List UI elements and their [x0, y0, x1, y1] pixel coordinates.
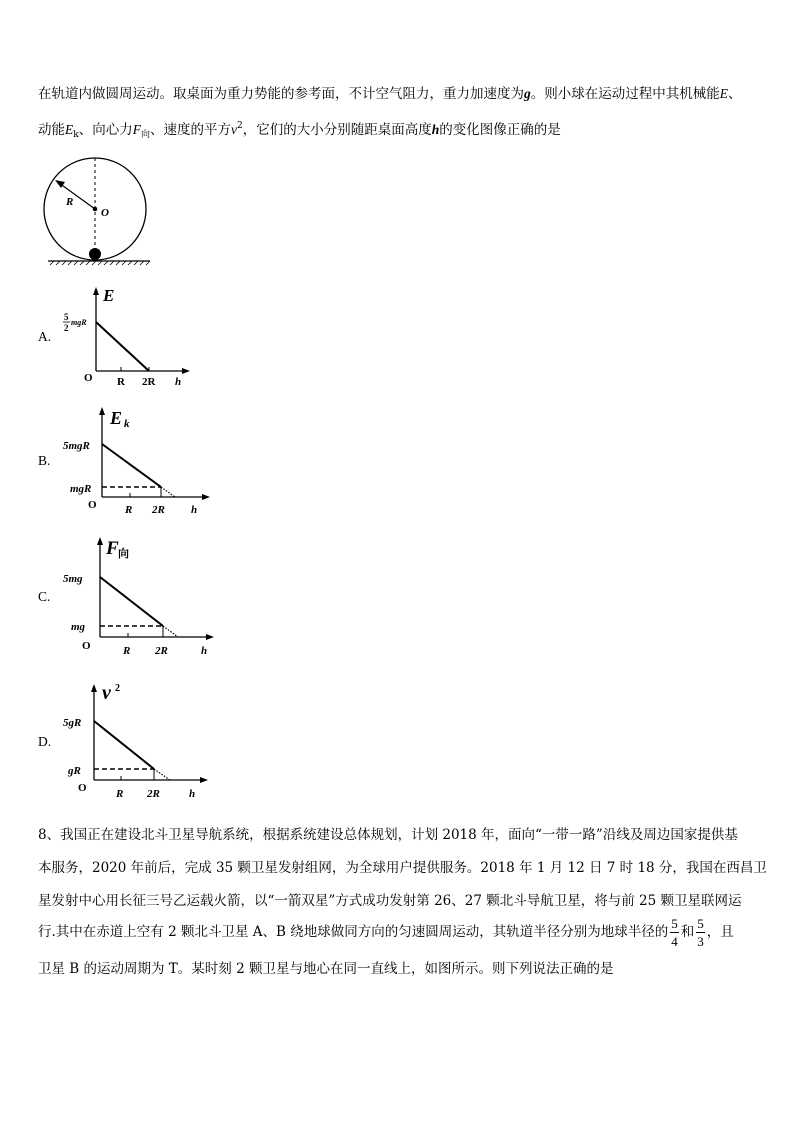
- symbol-v-sup: 2: [236, 121, 243, 131]
- x-tick-label-R: R: [117, 376, 125, 388]
- q8-text: 行.其中在赤道上空有 2 颗北斗卫星 A、B 绕地球做同方向的匀速圆周运动，其轨道半径分别为地球半径的: [38, 924, 669, 940]
- symbol-h: h: [431, 122, 440, 137]
- graph-line-dotted: [163, 626, 178, 637]
- q8-line-1: 8、我国正在建设北斗卫星导航系统，根据系统建设总体规划，计划 2018 年，面向“一带一路”沿线及周边国家提供基: [38, 827, 738, 843]
- option-c-letter[interactable]: C.: [38, 589, 51, 604]
- graph-line: [96, 322, 149, 371]
- q7-text: 、速度的平方: [149, 122, 231, 138]
- option-b-letter[interactable]: B.: [38, 453, 51, 468]
- fraction-denominator: 3: [697, 934, 704, 949]
- option-d-graph[interactable]: [58, 677, 218, 802]
- q7-text: ，它们的大小分别随距桌面高度: [242, 122, 432, 138]
- graph-line-dotted: [161, 487, 175, 497]
- y-axis-label-sup: 2: [115, 683, 120, 694]
- graph-line-dotted: [154, 769, 170, 780]
- y-tick-top-den: 2: [64, 323, 69, 333]
- graph-line: [94, 721, 154, 769]
- option-b-graph[interactable]: [58, 402, 218, 520]
- graph-line: [102, 444, 161, 487]
- fraction-denominator: 4: [671, 934, 678, 949]
- y-tick-low-label: mg: [71, 621, 86, 633]
- ball: [89, 248, 101, 260]
- radius-arrow: [59, 183, 95, 209]
- x-tick-label-R: R: [123, 645, 131, 657]
- y-axis-arrow: [93, 287, 99, 295]
- x-axis-label: h: [201, 645, 208, 657]
- y-axis-label: E: [103, 286, 115, 305]
- origin-label: O: [88, 499, 97, 511]
- fraction-5-4: [670, 917, 679, 948]
- origin-label: O: [84, 372, 93, 384]
- y-axis-arrow: [97, 537, 103, 545]
- x-axis-label: h: [175, 376, 182, 388]
- y-tick-top-label: mgR: [71, 318, 87, 327]
- radius-label: R: [66, 196, 74, 208]
- origin-label: O: [78, 782, 87, 794]
- q8-line-3: 星发射中心用长征三号乙运载火箭，以“一箭双星”方式成功发射第 26、27 颗北斗导航卫星，将与前 25 颗卫星联网运: [38, 893, 742, 909]
- y-axis-label: v: [102, 682, 111, 704]
- symbol-Ek-sub: k: [73, 130, 79, 140]
- y-axis-label-sub: k: [124, 418, 130, 430]
- q7-line-1: [38, 82, 742, 102]
- q8-text: ，且: [706, 924, 734, 940]
- y-axis-label: F: [106, 538, 119, 559]
- q7-text: 、: [728, 86, 742, 102]
- y-axis-label-sub: 向: [118, 548, 129, 560]
- x-axis-label: h: [189, 788, 196, 800]
- symbol-E: E: [719, 86, 728, 101]
- q7-text: 动能: [38, 122, 65, 138]
- y-tick-low-label: mgR: [70, 483, 92, 495]
- symbol-v: v: [230, 122, 237, 137]
- x-tick-label-2R: 2R: [155, 645, 168, 657]
- q7-text: 。则小球在运动过程中其机械能: [530, 86, 720, 102]
- q8-line-5: 卫星 B 的运动周期为 T。某时刻 2 颗卫星与地心在同一直线上，如图所示。则下列说法正确的是: [38, 961, 614, 977]
- symbol-g: g: [524, 86, 531, 101]
- q8-line-2: 本服务，2020 年前后，完成 35 颗卫星发射组网，为全球用户提供服务。2018 年 1 月 12 日 7 时 18 分，我国在西昌卫: [38, 860, 767, 876]
- center-dot: [93, 207, 98, 212]
- q8-line-4: [38, 917, 734, 948]
- circle-track-figure: [40, 150, 160, 270]
- option-d-letter[interactable]: D.: [38, 734, 52, 749]
- x-axis-arrow: [200, 777, 208, 783]
- y-tick-top-label: 5mgR: [63, 440, 90, 452]
- x-axis-label: h: [191, 504, 198, 516]
- fraction-numerator: 5: [671, 916, 678, 931]
- q7-text: 、向心力: [78, 122, 133, 138]
- center-label: O: [101, 207, 109, 219]
- option-a-letter[interactable]: A.: [38, 329, 52, 344]
- y-tick-top-num: 5: [64, 312, 69, 322]
- x-tick-label-2R: 2R: [152, 504, 165, 516]
- y-tick-top-label: 5gR: [63, 717, 82, 729]
- x-tick-label-R: R: [116, 788, 124, 800]
- x-tick-label-2R: 2R: [147, 788, 160, 800]
- fraction-numerator: 5: [697, 916, 704, 931]
- option-c-graph[interactable]: [58, 530, 223, 658]
- x-axis-arrow: [206, 634, 214, 640]
- x-axis-arrow: [182, 368, 190, 374]
- x-tick-label-R: R: [125, 504, 133, 516]
- x-axis-arrow: [202, 494, 210, 500]
- symbol-F: F: [132, 122, 141, 137]
- y-axis-label: E: [110, 408, 123, 428]
- option-a-graph[interactable]: [58, 283, 198, 393]
- y-tick-top-label: 5mg: [63, 573, 83, 585]
- q8-text: 和: [680, 924, 695, 940]
- graph-line: [100, 577, 163, 626]
- y-tick-low-label: gR: [68, 765, 81, 777]
- q7-text: 在轨道内做圆周运动。取桌面为重力势能的参考面，不计空气阻力，重力加速度为: [38, 86, 524, 102]
- q7-text: 的变化图像正确的是: [439, 122, 561, 138]
- q7-line-2: [38, 118, 561, 140]
- origin-label: O: [82, 640, 91, 652]
- fraction-5-3: [696, 917, 705, 948]
- y-axis-arrow: [91, 684, 97, 692]
- symbol-F-sub: 向: [140, 130, 150, 140]
- x-tick-label-2R: 2R: [142, 376, 156, 388]
- y-axis-arrow: [99, 407, 105, 415]
- symbol-Ek: E: [65, 122, 74, 137]
